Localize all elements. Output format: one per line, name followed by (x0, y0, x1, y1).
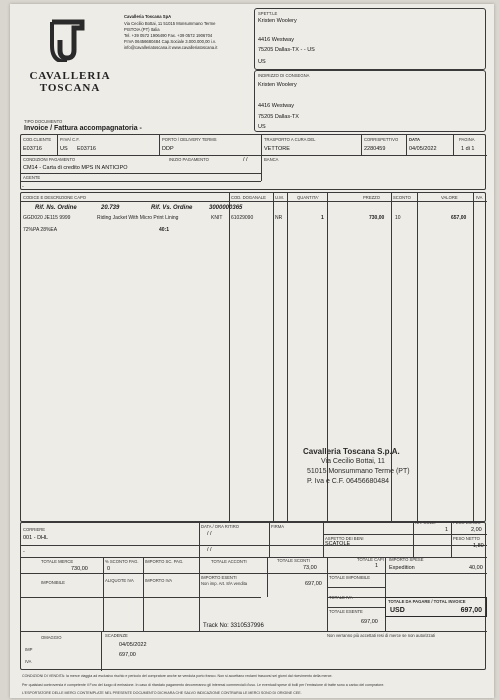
totale-imponibile-label: TOTALE IMPONIBILE (329, 575, 371, 580)
firma-label: FIRMA (271, 524, 285, 529)
pagina-label: PAGINA (459, 137, 475, 142)
totale-sconti-label: TOTALE SCONTI (277, 558, 310, 563)
peso-netto-label: PESO NETTO (453, 536, 480, 541)
billing-address-box (254, 8, 486, 70)
invoice-sheet (10, 4, 494, 698)
corriere-label: CORRIERE (23, 527, 46, 532)
condizioni-label: CONDIZIONI PAGAMENTO (23, 157, 76, 162)
sconto-pag-label: % SCONTO PAG. (105, 559, 139, 564)
condizioni: CM14 - Carta di credito MPS IN ANTICIPO (23, 165, 128, 171)
spese-type: Expedition (389, 565, 415, 571)
item-price: 730,00 (369, 215, 385, 221)
item-knit: KNIT (211, 215, 223, 221)
corriere-2: - (23, 549, 25, 555)
totale-acconti-label: TOTALE ACCONTI (211, 559, 247, 564)
ordine: 20.739 (101, 205, 120, 211)
ordine-label: Rif. Ns. Ordine (35, 205, 77, 211)
pagina: 1 di 1 (461, 146, 475, 152)
company-address: Via Cecilio Bottai, 11 51015 Monsummano Terme (124, 21, 216, 26)
item-dogana: 61029090 (231, 215, 254, 221)
corrispettivo: 2280459 (364, 146, 386, 152)
agente: - (22, 184, 24, 190)
col-descrizione: CODICE E DESCRIZIONE CAPO (23, 195, 87, 200)
importo-iva-label: IMPORTO IVA (145, 578, 172, 583)
stamp-line-1: Cavalleria Toscana S.p.A. (303, 447, 400, 456)
scadenza-amount: 697,00 (119, 652, 136, 658)
item-composition: 72%PA 28%EA (23, 227, 58, 233)
item-ratio: 40:1 (159, 227, 170, 233)
cod-cliente-label: COD.CLIENTE (23, 137, 52, 142)
totale-esente-label: TOTALE ESENTE (329, 609, 363, 614)
doc-type: Invoice / Fattura accompagnatoria - (24, 125, 142, 132)
data-ritiro-label: DATA / ORA RITIRO (201, 524, 240, 529)
item-discount: 10 (395, 215, 401, 221)
data: 04/05/2022 (409, 146, 437, 152)
company-web: info@cavalleriatoscana.it www.cavalleriatoscana.it (124, 45, 218, 50)
item-code: GGD020 JE115 9999 (23, 215, 71, 221)
inizio-label: INIZIO PAGAMENTO (169, 157, 209, 162)
company-city: PISTOIA (PT) Italia (124, 27, 160, 32)
cod-cliente: E03716 (23, 146, 42, 152)
sconto-pag: 0 (107, 566, 111, 572)
shipping-country: US (258, 124, 266, 130)
col-iva: IVA (476, 195, 483, 200)
billing-label: SPETT.LE (258, 11, 278, 16)
esenti: 697,00 (305, 581, 322, 587)
col-dogana: COD. DOGANALE (231, 195, 266, 200)
totale-pagare: 697,00 (460, 607, 482, 614)
legal-text-1: CONDIZIONI DI VENDITA: la merce viaggia ad esclusivo rischio e pericolo del compratore anche se venduta porto franco. Non si accettano reclami trascorsi sei giorni dal ricevimento della merce. (22, 674, 333, 678)
stamp-line-3: 51015 Monsummano Terme (PT) (307, 468, 410, 475)
billing-country: US (258, 59, 266, 65)
aliquote-label: ALIQUOTE IVA (105, 578, 134, 583)
stamp-line-4: P. Iva e C.F. 06456680484 (307, 478, 389, 485)
importo-spese-label: IMPORTO SPESE (389, 557, 424, 562)
corriere: 001 - DHL (23, 535, 49, 541)
doc-type-label: TIPO DOCUMENTO (24, 119, 63, 124)
totale-merce-label: TOTALE MERCE (41, 559, 74, 564)
totale-capi: 1 (375, 563, 379, 569)
item-value: 657,00 (451, 215, 467, 221)
piva-label: P.IVA/ C.F. (60, 137, 80, 142)
banca-label: BANCA (264, 157, 279, 162)
company-name: Cavalleria Toscana SpA (124, 14, 172, 19)
peso-lordo-label: PESO LORDO (453, 520, 481, 525)
items-table (20, 192, 486, 522)
colli-label: NR. COLLI (415, 520, 436, 525)
total-invoice-box (385, 597, 487, 617)
track-no: Track No: 3310537996 (203, 623, 264, 629)
imp-label: IMP (25, 647, 33, 652)
iva-label: IVA (25, 659, 32, 664)
header-info-box (20, 134, 486, 190)
item-desc: Riding Jacket With Micro Print Lining (97, 215, 179, 221)
shipping-street: 4416 Westway (258, 103, 294, 109)
billing-name: Kristen Woolery (258, 18, 297, 24)
totale-iva-label: TOTALE IVA (329, 595, 353, 600)
horseshoe-logo-icon (44, 16, 90, 62)
col-um: U.M. (275, 195, 284, 200)
legal-text-3: L'ESPORTATORE DELLE MERCI CONTEMPLATE NEL PRESENTE DOCUMENTO DICHIARA CHE SALVO INDICAZIONE CONTRARIA LE MERCI SONO DI ORIGINE CEE. (22, 691, 302, 695)
piva-country: US (60, 146, 68, 152)
company-vat: P.IVA 06456680484 Cap.Sociale 3.000.000,00 i.v. (124, 39, 216, 44)
col-quantita: QUANTITA' (297, 195, 319, 200)
esenti-desc: Non imp. Art. 8/A vendita (201, 581, 248, 586)
omaggio-label: OMAGGIO (41, 635, 62, 640)
importo-sc-label: IMPORTO SC. PAG. (145, 559, 184, 564)
scadenza-date: 04/05/2022 (119, 642, 147, 648)
porto-label: PORTO / DELIVERY TERMS (162, 137, 217, 142)
porto: DDP (162, 146, 174, 152)
vs-ordine: 3000000365 (209, 205, 243, 211)
imponibile-label: IMPONIBILE (41, 580, 65, 585)
item-um: NR (275, 215, 283, 221)
billing-street: 4416 Westway (258, 37, 294, 43)
scadenze-label: SCADENZE (105, 633, 128, 638)
trasporto-label: TRASPORTO A CURA DEL (264, 137, 316, 142)
colli: 1 (445, 527, 449, 533)
logo-line-1: CAVALLERIA (29, 70, 111, 82)
logo-line-2: TOSCANA (39, 82, 101, 94)
totale-pagare-label: TOTALE DA PAGARE / TOTAL INVOICE (388, 599, 466, 604)
corrispettivo-label: CORRISPETTIVO (364, 137, 399, 142)
data-label: DATA (409, 137, 421, 142)
totale-merce: 730,00 (71, 566, 88, 572)
agente-label: AGENTE (23, 175, 41, 180)
piva: E03716 (77, 146, 96, 152)
footer-box (20, 522, 486, 670)
data-ritiro: / / (207, 531, 212, 537)
currency: USD (390, 607, 405, 614)
col-valore: VALORE (441, 195, 458, 200)
totale-esente: 697,00 (361, 619, 378, 625)
item-qty: 1 (321, 215, 324, 221)
trasporto: VETTORE (264, 146, 290, 152)
data-ritiro-2: / / (207, 547, 212, 553)
stamp-line-2: Via Cecilio Bottai, 11 (321, 458, 385, 465)
spese: 40,00 (469, 565, 483, 571)
company-logo (22, 16, 118, 96)
billing-city: 75205 Dallas-TX - - US (258, 47, 315, 53)
totale-capi-label: TOTALE CAPI (357, 557, 384, 562)
shipping-name: Kristen Woolery (258, 82, 297, 88)
shipping-label: INDIRIZZO DI CONSEGNA (258, 73, 310, 78)
shipping-city: 75205 Dallas-TX (258, 114, 299, 120)
inizio: / / (243, 157, 248, 163)
peso-lordo: 2,00 (471, 527, 482, 533)
shipping-address-box (254, 70, 486, 132)
aspetto-label: ASPETTO DEI BENI (325, 536, 364, 541)
company-phone: Tel. +39 0572 1906490 Fax. +39 0572 1906704 (124, 33, 213, 38)
totale-sconti: 73,00 (303, 565, 317, 571)
col-sconto: SCONTO (393, 195, 411, 200)
col-prezzo: PREZZO (363, 195, 380, 200)
peso-netto: 1,80 (473, 543, 484, 549)
aspetto: SCATOLE (325, 541, 351, 547)
note: Non verranno più accettati resi di merce se non autorizzati (327, 633, 435, 638)
vs-ordine-label: Rif. Vs. Ordine (151, 205, 193, 211)
legal-text-2: Per qualsiasi controversia è competente il Foro del luogo di emissione. In caso di ritardato pagamento decorreranno gli interessi commerciali d'uso. Le eventuali spese di bolli per l'emissione di tratte sono a carico del compratore. (22, 683, 385, 687)
esenti-label: IMPORTO ESENTI (201, 575, 237, 580)
